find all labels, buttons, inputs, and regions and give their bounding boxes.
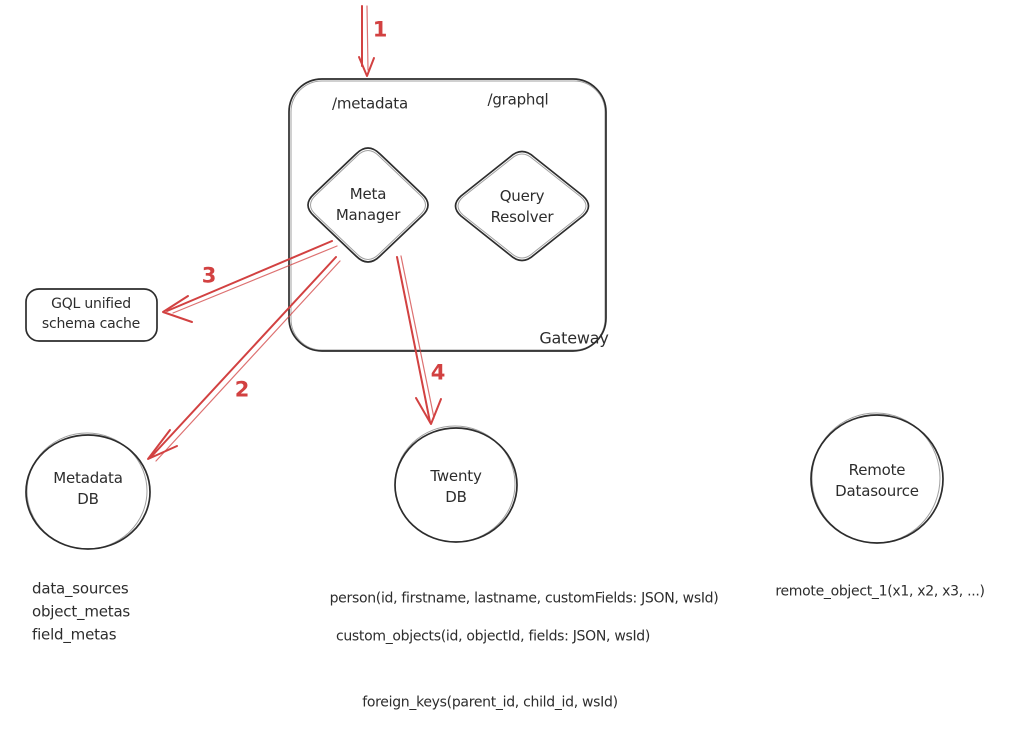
schema-cache-label-line1: GQL unified [51,296,131,312]
meta-manager-label [336,184,400,226]
query-resolver-label-line1: Query [499,187,545,205]
remote-datasource-label-line1: Remote [848,461,906,479]
foreign-keys-schema-text: foreign_keys(parent_id, child_id, wsId) [362,694,618,711]
metadata-db-label [53,468,122,510]
arrow-4-step-label: 4 [430,360,446,385]
metadata-db-label-line2: DB [77,490,99,508]
metadata-db-label-line1: Metadata [53,469,123,487]
arrow-2-line-sketch [156,261,340,461]
arrow-1-line-sketch [367,6,368,70]
route-graphql-label: /graphql [487,90,549,109]
meta-manager-label-line1: Meta [349,185,387,203]
person-schema-text: person(id, firstname, lastname, customFields: JSON, wsId) [329,590,719,607]
arrow-4-line [397,257,430,422]
metadata-db-table-item: object_metas [32,602,131,621]
remote-object-schema-text: remote_object_1(x1, x2, x3, ...) [775,583,985,600]
twenty-db-label-line1: Twenty [430,467,482,485]
arrow-1-step-label: 1 [372,17,388,42]
arrow-3-step-label: 3 [201,263,217,288]
arrow-2-line [151,257,336,457]
metadata-db-table-item: field_metas [32,625,117,644]
arrow-2-step-label: 2 [234,377,250,402]
arrow-3-line-sketch [173,246,337,313]
arrow-3-line [167,241,332,311]
query-resolver-label [491,186,554,228]
schema-cache-label-line2: schema cache [41,316,141,332]
metadata-db-table-item: data_sources [32,579,129,598]
arrow-2 [148,257,340,461]
twenty-db-label [430,466,481,508]
arrow-4-line-sketch [401,256,434,418]
query-resolver-label-line2: Resolver [490,208,554,226]
twenty-db-label-line2: DB [445,488,467,506]
remote-datasource-label-line2: Datasource [835,482,919,500]
remote-datasource-label [835,460,919,502]
gateway-label: Gateway [539,328,609,348]
custom-objects-schema-text: custom_objects(id, objectId, fields: JSON, wsId) [335,628,651,645]
meta-manager-label-line2: Manager [335,206,401,224]
metadata-db-tables-list [32,578,130,647]
arrow-3 [163,241,337,322]
route-metadata-label: /metadata [332,94,408,113]
arrow-3-head [163,296,192,322]
schema-cache-label [42,294,140,334]
arrow-4 [397,256,441,424]
